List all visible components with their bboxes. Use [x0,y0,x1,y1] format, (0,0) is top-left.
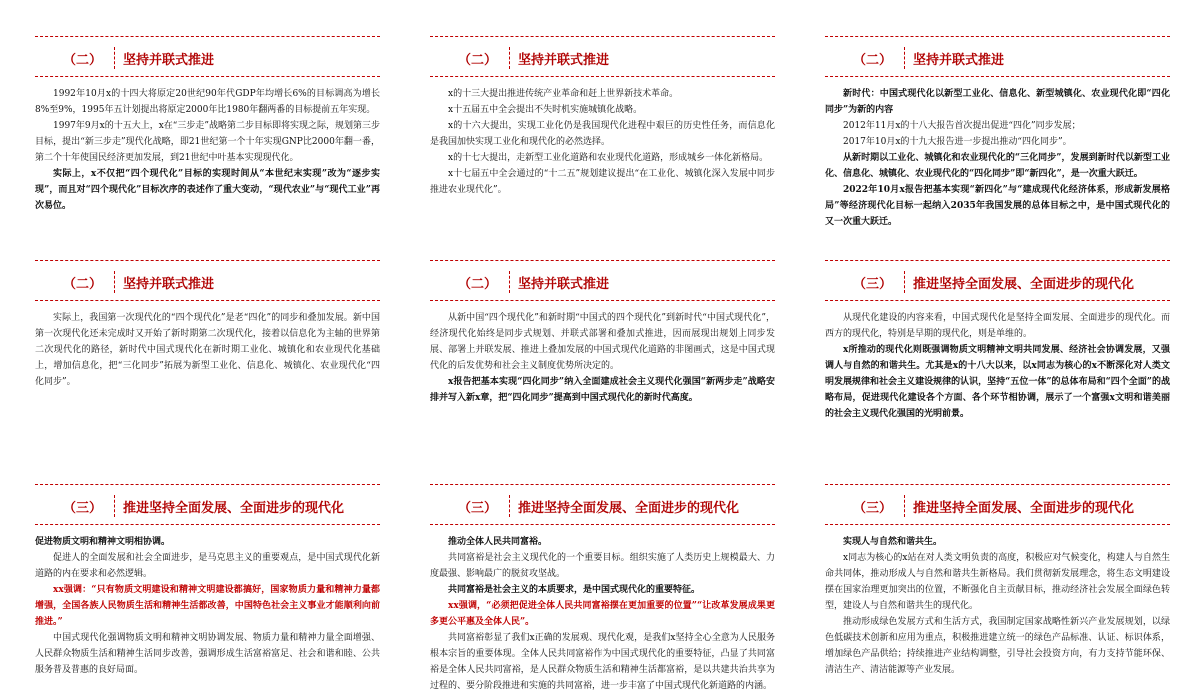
section-heading [458,272,609,292]
section-number: （二） [853,52,893,68]
paragraph: xx强调：“只有物质文明建设和精神文明建设都搞好，国家物质力量和精神力量都增强，全国各族人民物质生活和精神生活都改善，中国特色社会主义事业才能顺利向前推进。” [35,585,380,627]
slide-panel [35,36,380,246]
section-number: （二） [458,52,498,68]
top-divider [430,36,775,37]
paragraph: x报告把基本实现“四化同步”纳入全面建成社会主义现代化强国“新两步走”战略安排并写入新x章，把“四化同步”提高到中国式现代化的新时代高度。 [430,377,775,403]
body-text [825,86,1170,230]
section-number: （三） [63,500,103,516]
section-title: 坚持并联式推进 [123,276,215,292]
heading-divider [35,300,380,301]
section-heading [63,272,214,292]
paragraph: 促进物质文明和精神文明相协调。 [35,537,171,547]
paragraph: 从新时期以工业化、城镇化和农业现代化的“三化同步”，发展到新时代以新型工业化、信息化、城镇化、农业现代化的“四化同步”即“新四化”，是一次重大跃迁。 [825,153,1170,179]
paragraph: x十五届五中全会提出不失时机实施城镇化战略。 [448,105,643,115]
heading-divider [825,524,1170,525]
paragraph: 新时代：中国式现代化以新型工业化、信息化、新型城镇化、农业现代化即“四化同步”为新的内容 [825,89,1170,115]
slide-panel [430,484,775,694]
paragraph: x同志为核心的x站在对人类文明负责的高度，积极应对气候变化，构建人与自然生命共同体，推动形成人与自然和谐共生新格局。我们贯彻新发展理念，将生态文明建设摆在国家治理更加突出的位置，不断强化自主贡献目标，推动经济社会发展全面绿色转型，建设人与自然和谐共生的现代化。 [825,553,1170,611]
section-title: 坚持并联式推进 [518,276,610,292]
paragraph: 2012年11月x的十八大报告首次提出促进“四化”同步发展； [843,121,1081,131]
section-number: （二） [63,276,103,292]
top-divider [35,260,380,261]
paragraph: x的十六大提出，实现工业化仍是我国现代化进程中艰巨的历史性任务，而信息化是我国加快实现工业化和现代化的必然选择。 [430,121,775,147]
heading-separator [509,47,510,69]
section-title: 坚持并联式推进 [913,52,1005,68]
heading-separator [509,495,510,517]
paragraph: 促进人的全面发展和社会全面进步，是马克思主义的重要观点，是中国式现代化新道路的内在要求和必然逻辑。 [35,553,380,579]
heading-divider [35,76,380,77]
slide-panel [825,260,1170,470]
top-divider [825,260,1170,261]
section-number: （三） [458,500,498,516]
section-number: （二） [63,52,103,68]
paragraph: 共同富裕是社会主义的本质要求，是中国式现代化的重要特征。 [448,585,701,595]
body-text [430,86,775,198]
paragraph: 共同富裕是社会主义现代化的一个重要目标。组织实施了人类历史上规模最大、力度最强、影响最广的脱贫攻坚战。 [430,553,775,579]
section-number: （二） [458,276,498,292]
section-title: 推进坚持全面发展、全面进步的现代化 [913,276,1135,292]
paragraph: 实际上，x不仅把“四个现代化”目标的实现时间从“本世纪末实现”改为“逐步实现”，而且对“四个现代化”目标次序的表述作了重大变动，“现代农业”与“现代工业”再次易位。 [35,169,380,211]
section-heading [63,48,214,68]
section-title: 推进坚持全面发展、全面进步的现代化 [518,500,740,516]
slide-panel [825,36,1170,246]
top-divider [35,484,380,485]
heading-divider [35,524,380,525]
slide-panel [430,36,775,246]
heading-separator [904,47,905,69]
heading-divider [825,300,1170,301]
paragraph: 从新中国“四个现代化”和新时期“中国式的四个现代化”到新时代“中国式现代化”，经济现代化始终是同步式规划、并联式部署和叠加式推进，因而展现出规划上同步发展、部署上并联发展、推进上叠加发展的中国式现代化道路的非图画式，这是中国式现代化的后发优势和社会主义制度优势所决定的。 [430,313,775,371]
body-text [825,310,1170,422]
section-title: 坚持并联式推进 [123,52,215,68]
heading-separator [114,47,115,69]
paragraph: 推动形成绿色发展方式和生活方式，我国制定国家战略性新兴产业发展规划，以绿色低碳技术创新和应用为重点，积极推进建立统一的绿色产品标准、认证、标识体系，增加绿色产品供给；持续推进产业结构调整，引导社会投资方向，有力支持节能环保、清洁生产、清洁能源等产业发展。 [825,617,1170,675]
section-title: 坚持并联式推进 [518,52,610,68]
heading-separator [904,271,905,293]
paragraph: 从现代化建设的内容来看，中国式现代化是坚持全面发展、全面进步的现代化。而西方的现代化，特别是早期的现代化，则是单维的。 [825,313,1170,339]
section-heading [458,496,739,516]
heading-divider [430,300,775,301]
paragraph: 1997年9月x的十五大上，x在“三步走”战略第二步目标即将实现之际，规划第三步目标，提出“新三步走”现代化战略，即21世纪第一个十年实现GNP比2000年翻一番，第二个十年使国民经济更加发展，到21世纪中叶基本实现现代化。 [35,121,380,163]
paragraph: 推动全体人民共同富裕。 [448,537,548,547]
top-divider [825,36,1170,37]
paragraph: xx强调，“必须把促进全体人民共同富裕摆在更加重要的位置”“让改革发展成果更多更公平惠及全体人民”。 [430,601,775,627]
paragraph: 1992年10月x的十四大将原定20世纪90年代GDP年均增长6%的目标调高为增长8%至9%，1995年五计划提出将原定2000年比1980年翻两番的目标提前五年实现。 [35,89,380,115]
heading-separator [114,271,115,293]
body-text [35,310,380,390]
heading-divider [430,76,775,77]
body-text [35,86,380,214]
body-text [430,534,775,694]
paragraph: 中国式现代化强调物质文明和精神文明协调发展、物质力量和精神力量全面增强、人民群众物质生活和精神生活同步改善，强调形成生活富裕富足、社会和谐和睦、公共服务普及普惠的良好局面。 [35,633,380,675]
slide-panel [430,260,775,470]
paragraph: 共同富裕彰显了我们x正确的发展观、现代化观，是我们x坚持全心全意为人民服务根本宗旨的重要体现。全体人民共同富裕作为中国式现代化的重要特征，凸显了共同富裕是全体人民共同富裕，是人民群众物质生活和精神生活都富裕，是以共建共治共享为过程的、要分阶段推进和实施的共同富裕，进一步丰富了中国式现代化新道路的内涵。 [430,633,775,691]
section-heading [853,48,1004,68]
section-number: （三） [853,276,893,292]
paragraph: 实际上，我国第一次现代化的“四个现代化”是老“四化”的同步和叠加发展。新中国第一次现代化还未完成时又开始了新时期第二次现代化，接着以信息化为主轴的世界第二次现代化的路径，新时代中国式现代化在新时期工业化、城镇化和农业现代化基础上，增加信息化，把“三化同步”拓展为新型工业化、信息化、城镇化、农业现代化“四化同步”。 [35,313,380,387]
slide-panel [825,484,1170,694]
paragraph: x所推动的现代化则既强调物质文明精神文明共同发展、经济社会协调发展，又强调人与自然的和谐共生。尤其是x的十八大以来，以x同志为核心的x不断深化对人类文明发展规律和社会主义建设规律的认识，坚持“五位一体”的总体布局和“四个全面”的战略布局，促进现代化建设各个方面、各个环节相协调，展示了一个富强x文明和谐美丽的社会主义现代化强国的光明前景。 [825,345,1170,419]
section-title: 推进坚持全面发展、全面进步的现代化 [123,500,345,516]
section-heading [853,496,1134,516]
top-divider [430,484,775,485]
paragraph: x的十三大提出推进传统产业革命和赶上世界新技术革命。 [448,89,679,99]
top-divider [430,260,775,261]
heading-divider [430,524,775,525]
section-heading [63,496,344,516]
section-number: （三） [853,500,893,516]
heading-separator [904,495,905,517]
heading-divider [825,76,1170,77]
paragraph: 实现人与自然和谐共生。 [843,537,943,547]
paragraph: 2017年10月x的十九大报告进一步提出推动“四化同步”。 [843,137,1072,147]
top-divider [825,484,1170,485]
heading-separator [114,495,115,517]
top-divider [35,36,380,37]
slide-panel [35,484,380,694]
section-heading [853,272,1134,292]
paragraph: 2022年10月x报告把基本实现“新四化”与“建成现代化经济体系，形成新发展格局”等经济现代化目标一起纳入2035年我国发展的总体目标之中，是中国式现代化的又一次重大跃迁。 [825,185,1170,227]
paragraph: x的十七大提出，走新型工业化道路和农业现代化道路，形成城乡一体化新格局。 [448,153,769,163]
body-text [825,534,1170,678]
paragraph: x十七届五中全会通过的“十二五”规划建议提出“在工业化、城镇化深入发展中同步推进农业现代化”。 [430,169,775,195]
body-text [430,310,775,406]
section-heading [458,48,609,68]
heading-separator [509,271,510,293]
slide-panel [35,260,380,470]
body-text [35,534,380,678]
section-title: 推进坚持全面发展、全面进步的现代化 [913,500,1135,516]
